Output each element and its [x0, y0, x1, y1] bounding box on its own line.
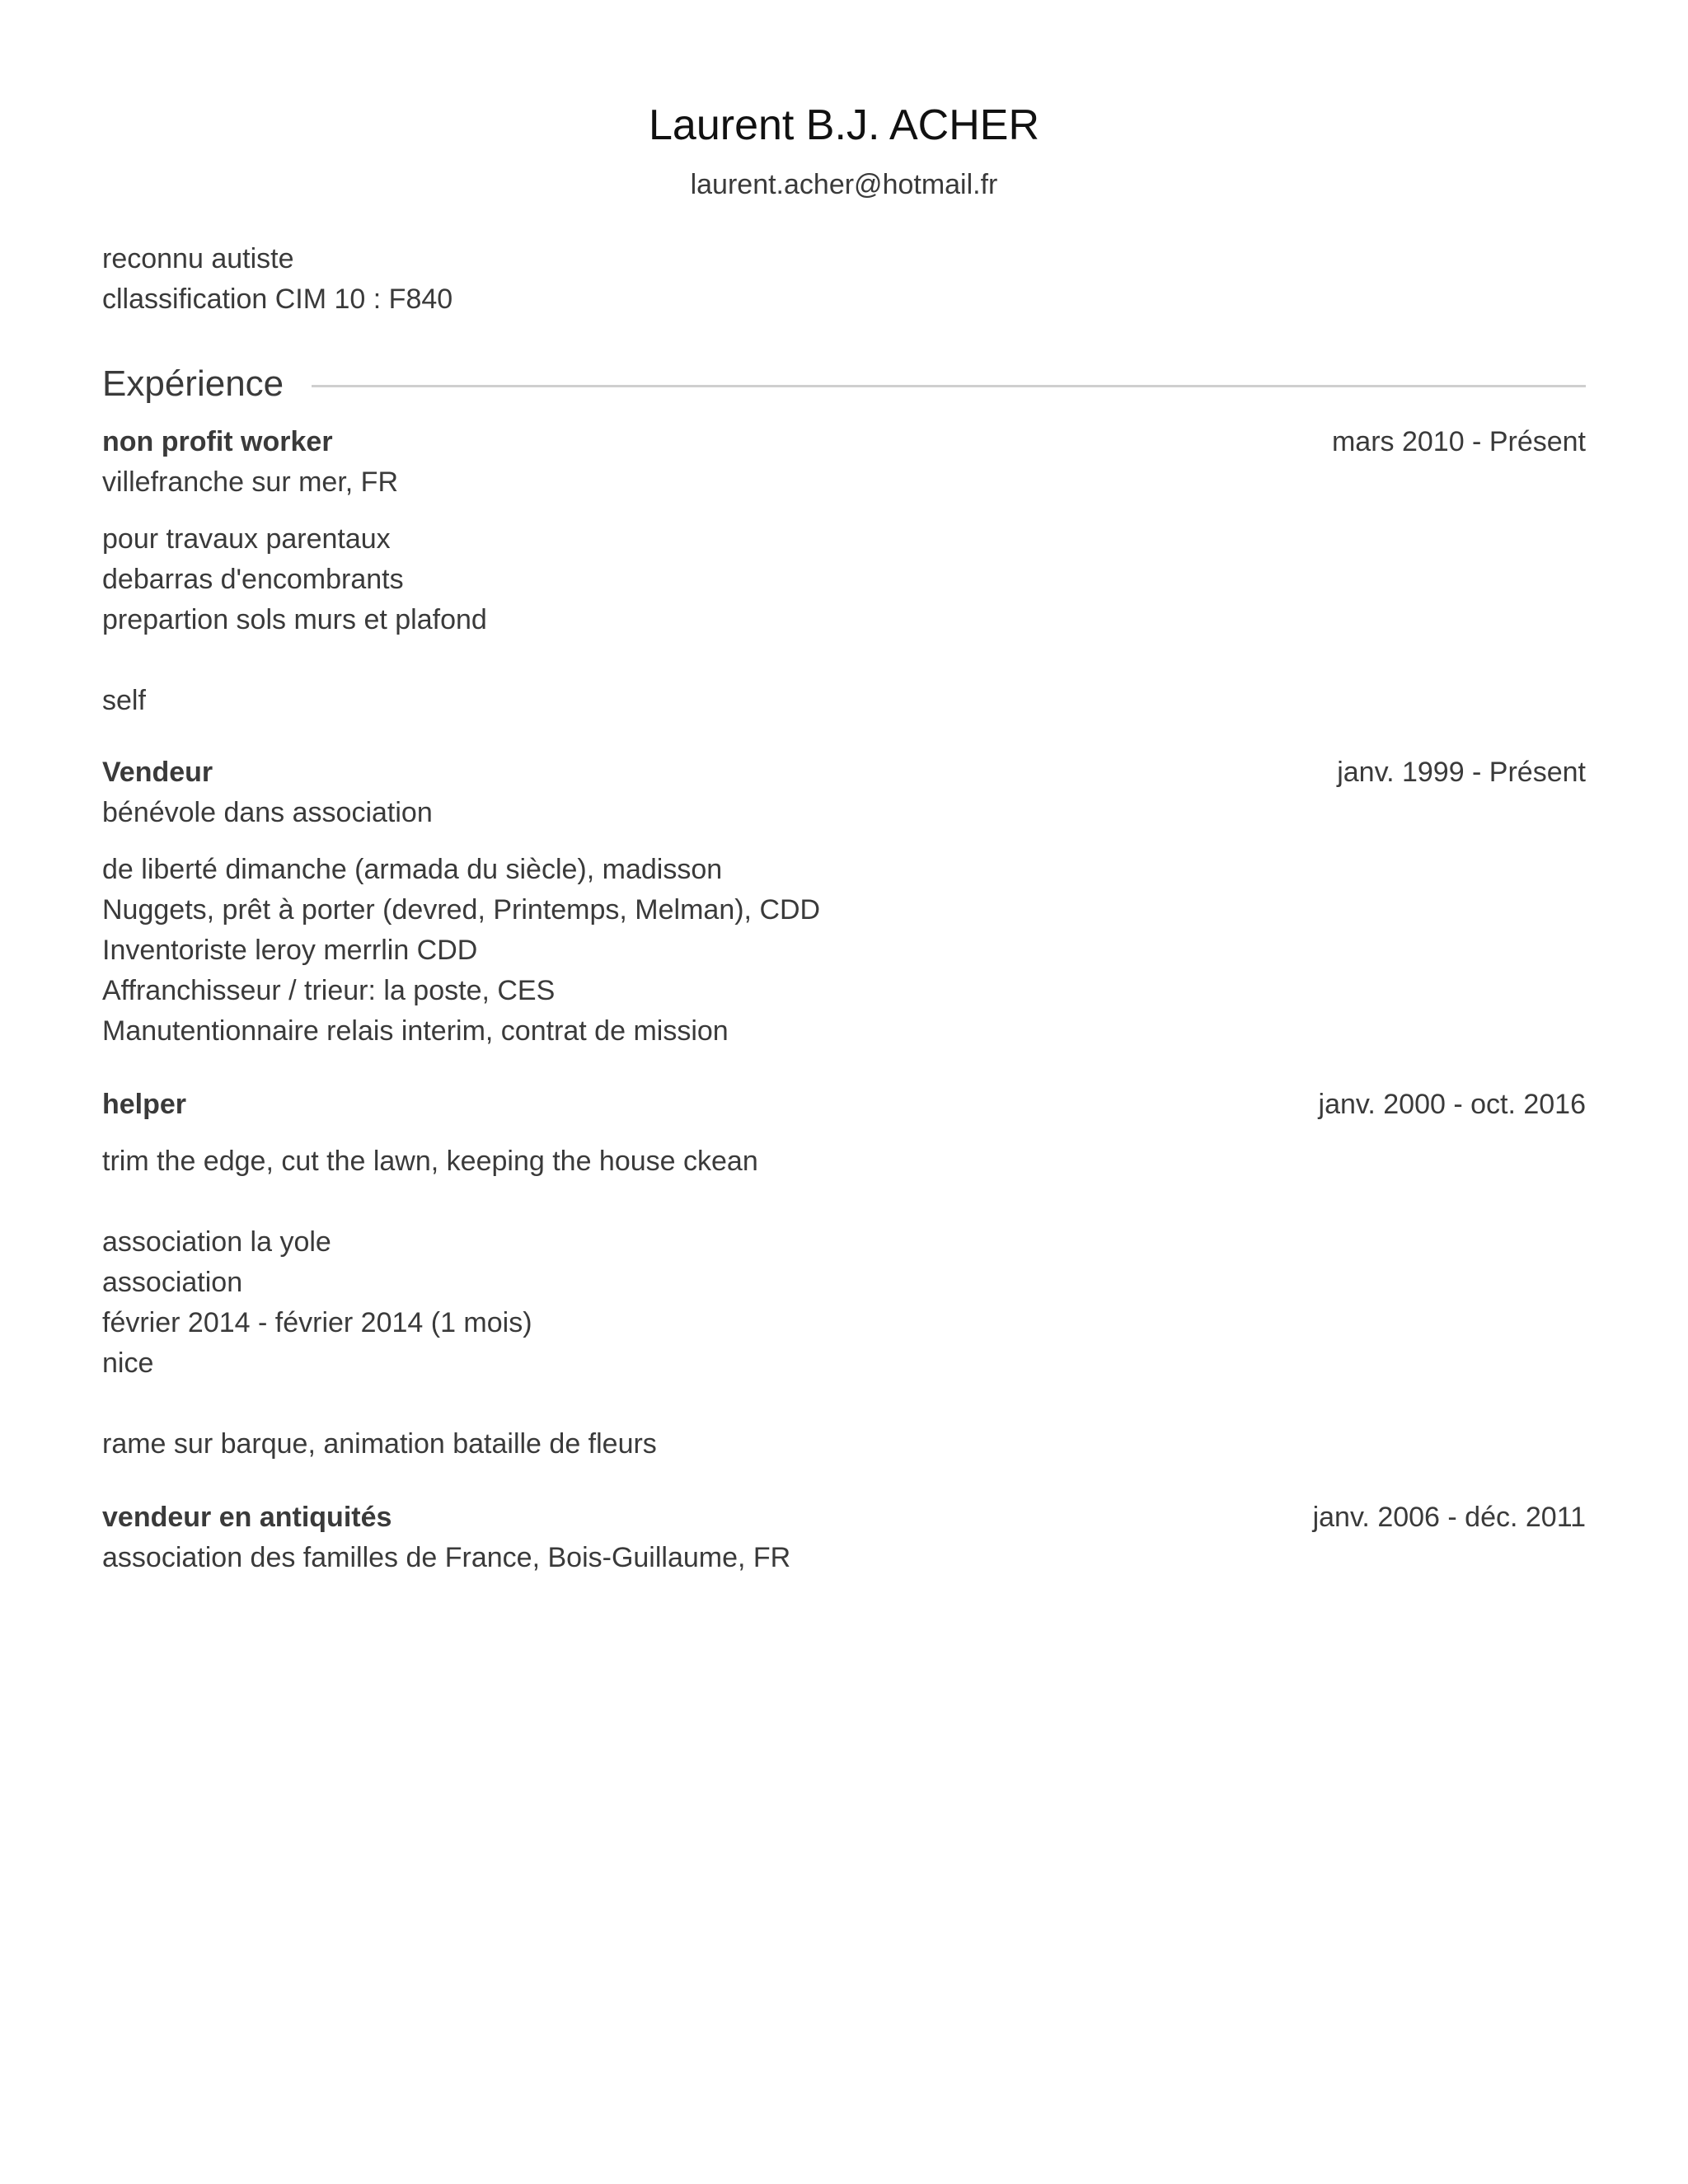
job-dates: janv. 2000 - oct. 2016: [1318, 1089, 1586, 1120]
job-desc-line: self: [102, 685, 146, 716]
section-title: Expérience: [102, 363, 284, 404]
job-header: [102, 1085, 1586, 1125]
job-entry: [102, 752, 1586, 1052]
job-dates: janv. 2006 - déc. 2011: [1312, 1502, 1586, 1533]
candidate-email[interactable]: laurent.acher@hotmail.fr: [690, 169, 998, 200]
job-dates: mars 2010 - Présent: [1331, 426, 1586, 457]
job-entry: [102, 1497, 1586, 1578]
job-header: [102, 422, 1586, 462]
job-location: villefranche sur mer, FR: [102, 466, 398, 498]
job-title: vendeur en antiquités: [102, 1502, 392, 1533]
job-desc-line: trim the edge, cut the lawn, keeping the house ckean: [102, 1146, 758, 1177]
job-dates: janv. 1999 - Présent: [1337, 757, 1586, 788]
job-desc-line: Inventoriste leroy merrlin CDD: [102, 935, 478, 966]
resume-header: [102, 0, 1586, 204]
job-desc-line: association: [102, 1267, 243, 1298]
job-desc-line: Nuggets, prêt à porter (devred, Printemps, Melman), CDD: [102, 894, 821, 926]
job-header: [102, 752, 1586, 793]
section-divider: [312, 385, 1586, 387]
job-location: association des familles de France, Bois-Guillaume, FR: [102, 1542, 791, 1573]
job-desc-line: de liberté dimanche (armada du siècle), madisson: [102, 854, 723, 885]
job-entry: [102, 422, 1586, 721]
job-title: non profit worker: [102, 426, 333, 457]
summary-line: cllassification CIM 10 : F840: [102, 284, 453, 315]
job-desc-line: association la yole: [102, 1226, 331, 1258]
job-desc-line: février 2014 - février 2014 (1 mois): [102, 1307, 532, 1338]
job-desc-line: Affranchisseur / trieur: la poste, CES: [102, 975, 556, 1006]
job-entry: [102, 1085, 1586, 1465]
experience-section-header: [102, 359, 1586, 409]
job-desc-line: debarras d'encombrants: [102, 564, 404, 595]
job-header: [102, 1497, 1586, 1538]
job-title: helper: [102, 1089, 187, 1120]
job-location: bénévole dans association: [102, 797, 433, 828]
job-desc-line: prepartion sols murs et plafond: [102, 604, 487, 635]
job-desc-line: nice: [102, 1347, 154, 1379]
summary: [102, 239, 1586, 320]
job-desc-line: rame sur barque, animation bataille de fleurs: [102, 1428, 657, 1460]
candidate-name: Laurent B.J. ACHER: [649, 101, 1039, 149]
summary-line: reconnu autiste: [102, 243, 294, 274]
job-desc-line: pour travaux parentaux: [102, 523, 391, 555]
job-title: Vendeur: [102, 757, 213, 788]
job-desc-line: Manutentionnaire relais interim, contrat de mission: [102, 1015, 729, 1047]
